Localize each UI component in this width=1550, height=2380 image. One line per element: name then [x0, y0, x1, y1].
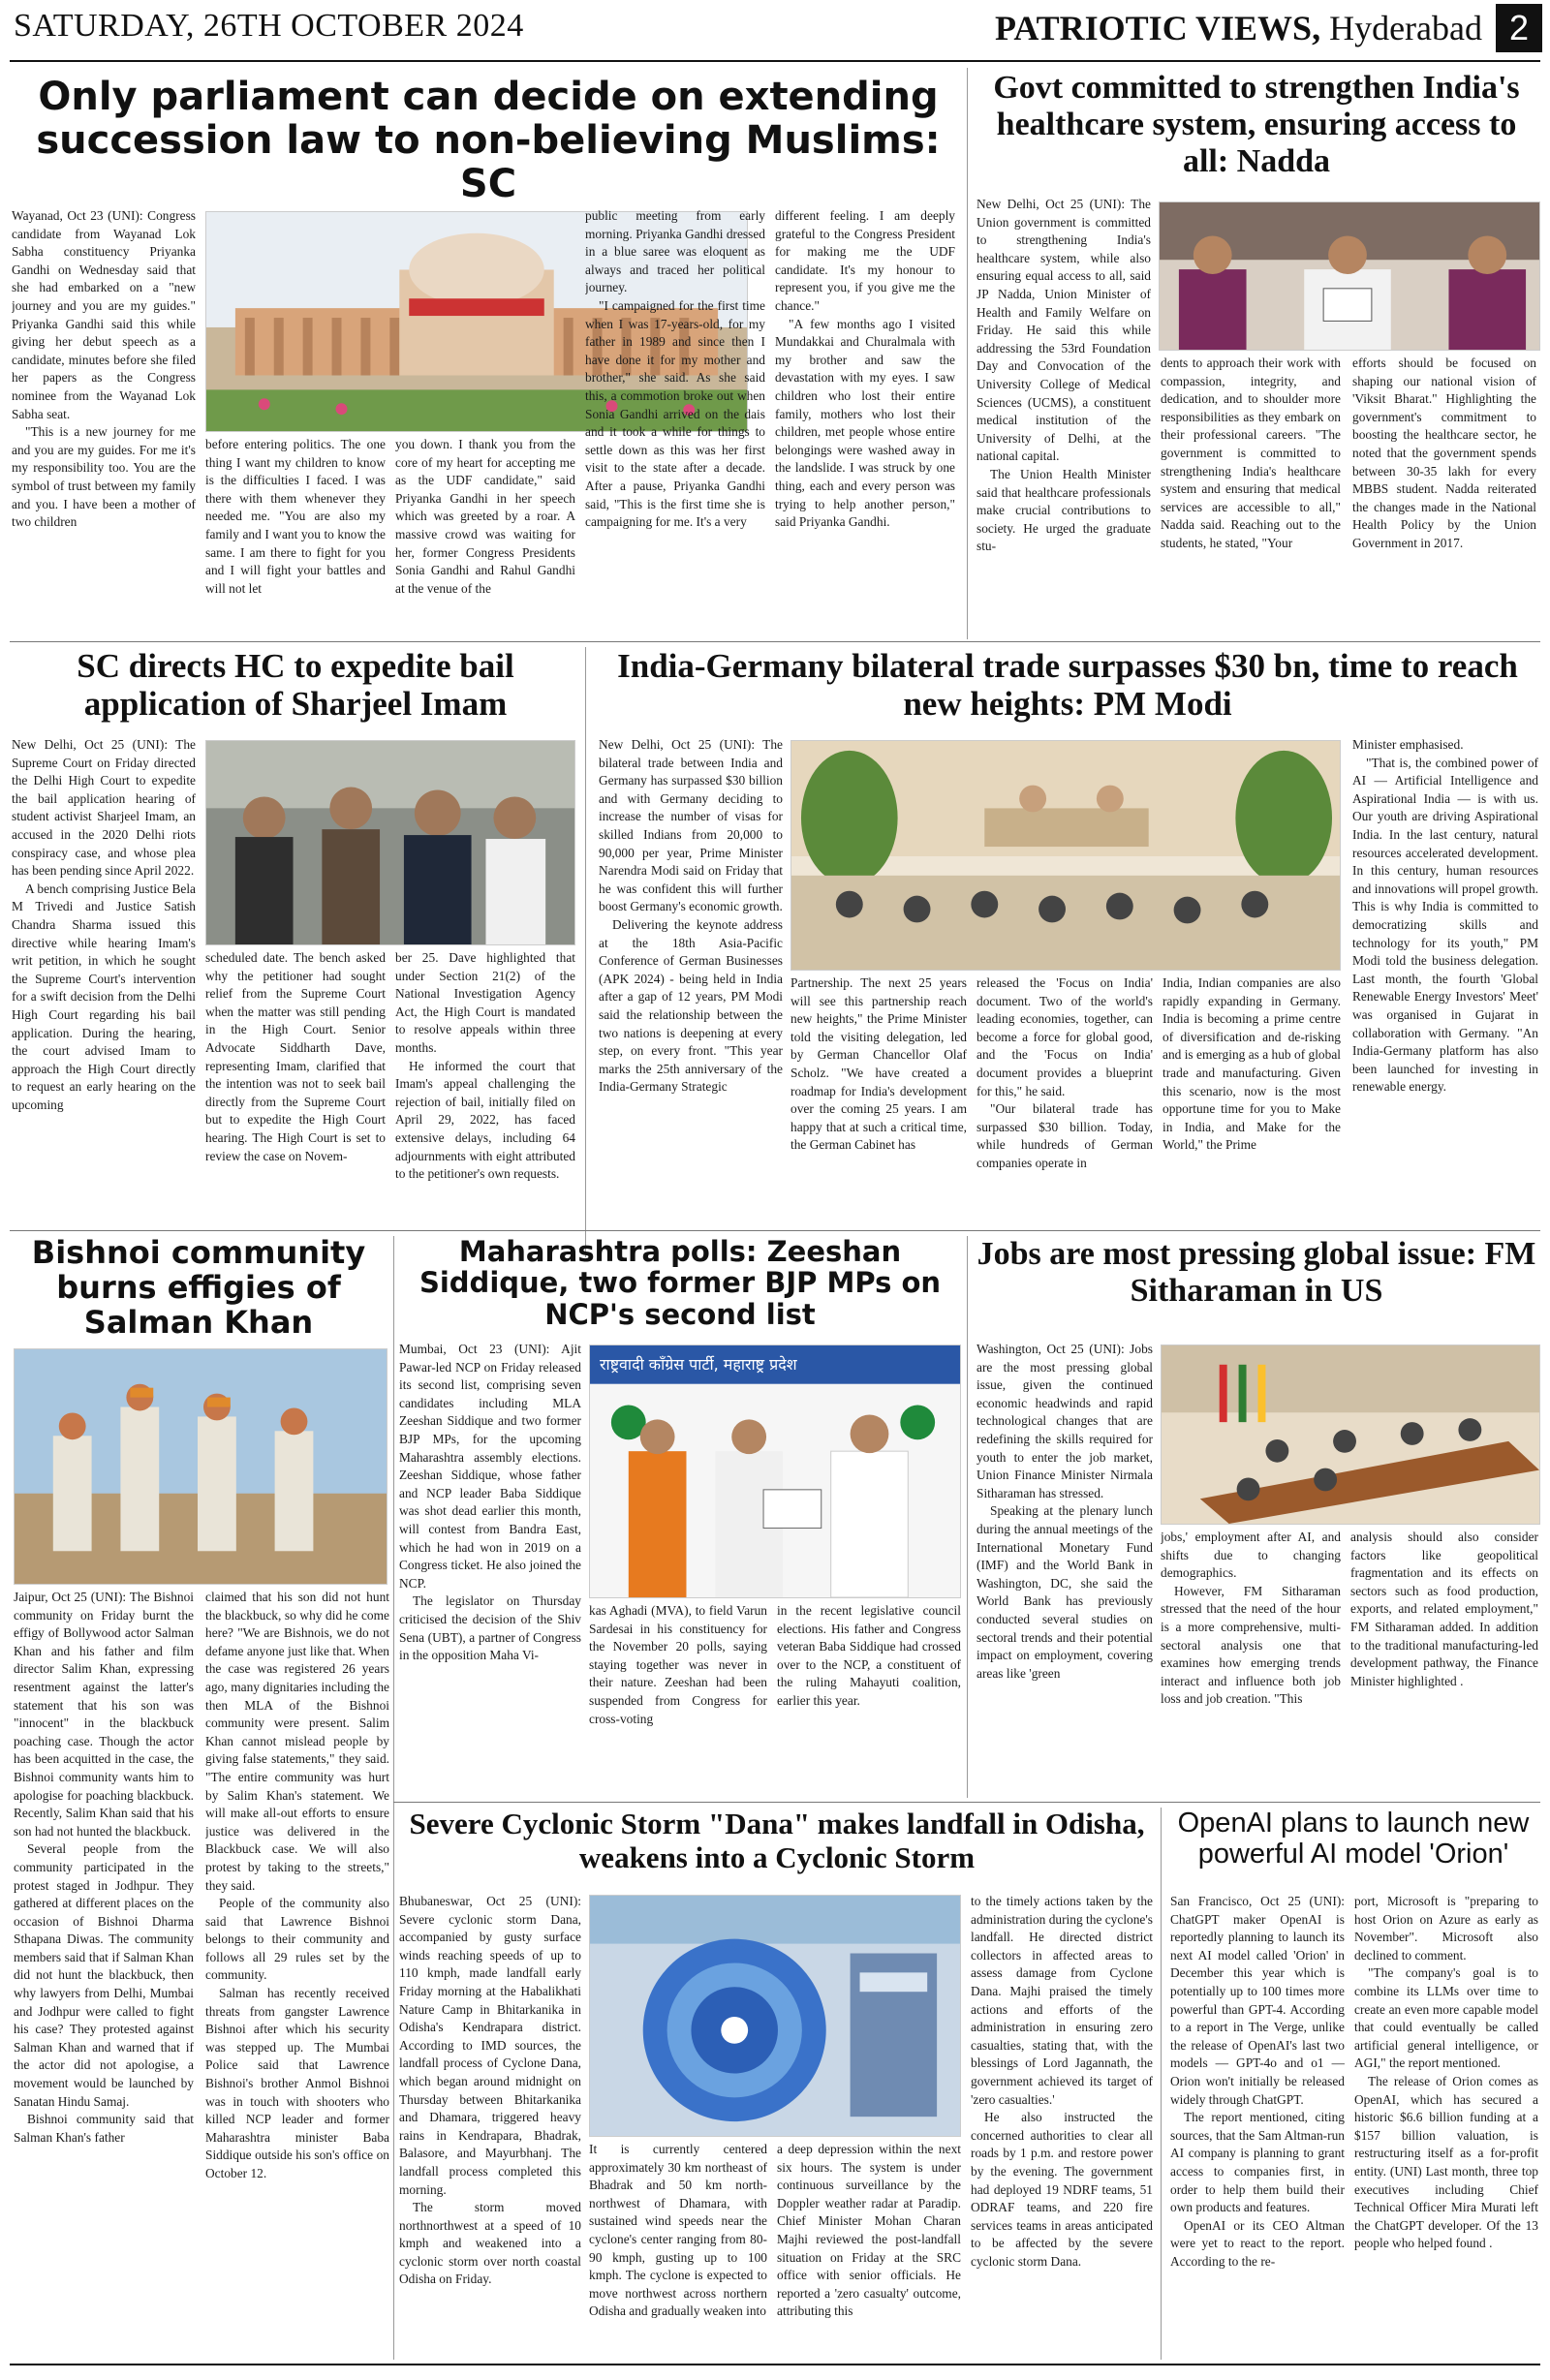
column-rule — [967, 68, 968, 639]
newspaper-title: PATRIOTIC VIEWS, Hyderabad — [995, 9, 1482, 47]
article-headline-healthcare: Govt committed to strengthen India's healthcare system, ensuring access to all: Nadda — [993, 70, 1520, 180]
column-rule — [967, 1236, 968, 1798]
article-column: Bhubaneswar, Oct 25 (UNI): Severe cyclonic storm Dana, accompanied by gusty surface winds reaching speeds of up to 110 kmph, made landfall early Friday morning at the Habalikhati Nature Camp in Bhitarkanika in Odisha's Kendrapara district. According to IMD sources, the landfall process of Cyclone Dana, which began around midnight on Thursday between Bhitarkanika and Dhamara, triggered heavy rains in Kendrapara, Bhadrak, Balasore, and Mayurbhanj. The landfall process completed this morning. The storm moved northnorthwest at a speed of 10 kmph and weakened into a cyclonic storm over north coastal Odisha on Friday. — [399, 1894, 581, 2287]
article-column: dents to approach their work with compassion, integrity, and dedication, and to shoulder more responsibilities as they embark on their professional careers. "The government is committed to strengthening India's healthcare system and ensuring that medical services are accessible to all," Nadda said. Reaching out to the students, he stated, "Your — [1161, 355, 1341, 550]
article-headline-sitharaman: Jobs are most pressing global issue: FM Sitharaman in US — [976, 1236, 1536, 1310]
article-column: It is currently centered approximately 30 km northeast of Bhadrak and 50 km north-northwest of Dhamara, with sustained wind speeds near the cyclone's center ranging from 80-90 kmph, gusting up to 100 kmph. The cyclone is expected to move northwest across northern Odisha and gradually weaken into — [589, 2142, 767, 2319]
article-column: San Francisco, Oct 25 (UNI): ChatGPT maker OpenAI is reportedly planning to launch its next AI model called 'Orion' in December this year which is potentially up to 100 times more powerful than GPT-4. According to a report in The Verge, unlike the release of OpenAI's last two models — GPT-4o and o1 — Orion won't initially be released widely through ChatGPT. The report mentioned, citing sources, that the Sam Altman-run AI company is planning to grant access to companies first, in order to help them build their own products and features. OpenAI or its CEO Altman were yet to react to the report. According to the re- — [1170, 1894, 1345, 2269]
sharjeel-imam-photo — [205, 740, 575, 945]
article-column: New Delhi, Oct 25 (UNI): The Union government is committed to strengthening India's healthcare system, while also ensuring equal access to all, said JP Nadda, Union Minister of Health and Family Welfare on Friday. He said this while addressing the 53rd Foundation Day and Convocation of the University College of Medical Sciences (UCMS), a constituent medical institution of the University of Delhi, at the national capital. The Union Health Minister said that healthcare professionals make crucial contributions to society. He urged the graduate stu- — [976, 197, 1151, 554]
article-column: you down. I thank you from the core of my heart for accepting me as the UDF candidate," said Priyanka Gandhi in her speech which was greeted by a roar. A massive crowd was waiting for her, former Congress Presidents Sonia Gandhi and Rahul Gandhi at the venue of the — [395, 437, 575, 596]
article-column: port, Microsoft is "preparing to host Orion on Azure as early as November". Microsoft also declined to comment. "The company's goal is to combine its LLMs over time to create an even more capable model that could eventually be called artificial general intelligence, or AGI," the report mentioned. The release of Orion comes as OpenAI, which has secured a historic $6.6 billion funding at a $157 billion valuation, is restructuring itself as a for-profit entity. (UNI) Last month, three top executives including Chief Technical Officer Mira Murati left the ChatGPT developer. Of the 13 people who helped found . — [1354, 1894, 1538, 2251]
issue-date: SATURDAY, 26TH OCTOBER 2024 — [14, 8, 524, 44]
ncp-banner-text: राष्ट्रवादी काँग्रेस पार्टी, महाराष्ट्र प्रदेश — [600, 1355, 797, 1374]
article-headline-cyclone-dana: Severe Cyclonic Storm "Dana" makes landfall in Odisha, weakens into a Cyclonic Storm — [409, 1807, 1145, 1874]
article-headline-maharashtra-polls: Maharashtra polls: Zeeshan Siddique, two former BJP MPs on NCP's second list — [418, 1235, 942, 1331]
article-headline-india-germany: India-Germany bilateral trade surpasses $30 bn, time to reach new heights: PM Modi — [617, 647, 1518, 724]
article-column: Washington, Oct 25 (UNI): Jobs are the most pressing global issue, given the continued economic headwinds and rapid technological changes that are redefining the skills required for youth to enter the job market, Union Finance Minister Nirmala Sitharaman has stressed. Speaking at the plenary lunch during the annual meetings of the International Monetary Fund (IMF) and the World Bank in Washington, DC, she said the World Bank has previously conducted several studies on sectoral trends and their potential impact on employment, covering areas like 'green — [976, 1342, 1153, 1681]
article-column: scheduled date. The bench asked why the petitioner had sought relief from the Supreme Court when the matter was still pending in the High Court. Senior Advocate Siddharth Dave, representing Imam, clarified that the intention was not to seek bail directly from the Supreme Court but to expedite the High Court hearing. The High Court is set to review the case on Novem- — [205, 950, 386, 1163]
page-number: 2 — [1496, 4, 1542, 52]
convocation-photo — [1159, 201, 1540, 351]
section-rule — [393, 1802, 1540, 1803]
article-column: released the 'Focus on India' document. Two of the world's leading economies, together, can become a force for global good, and the 'Focus on India' document provides a blueprint for this," he said. "Our bilateral trade has surpassed $30 billion. Today, while hundreds of German companies operate in — [976, 975, 1153, 1170]
article-column: India, Indian companies are also rapidly expanding in Germany. India is becoming a prime centre of diversification and de-risking and is emerging as a hub of global trade and manufacturing. Given this scenario, now is the most opportune time for you to Make in India, and Make for the World," the Prime — [1162, 975, 1341, 1153]
article-column: Wayanad, Oct 23 (UNI): Congress candidate from Wayanad Lok Sabha constituency Priyanka Gandhi on Wednesday said that she had embarked on a "new journey and you are my guides." Priyanka Gandhi said this while giving her debut speech as a candidate, minutes before she filed her papers as the Congress nominee from the Wayanad Lok Sabha seat. "This is a new journey for me and you are my guides. For me it's my responsibility too. You are the symbol of trust between my family and you. I have been a mother of two children — [12, 208, 196, 530]
article-column: Jaipur, Oct 25 (UNI): The Bishnoi community on Friday burnt the effigy of Bollywood actor Salman Khan and his father and film director Salim Khan, expressing resentment against the latter's statement that his son was "innocent" in the blackbuck poaching case. Though the actor has been acquitted in the case, the Bishnoi community wants him to apologise for poaching blackbuck. Recently, Salim Khan said that his son had not hunted the blackbuck. Several people from the community participated in the protest staged in Jodhpur. They gathered at different places on the occasion of Bishnoi Dharma Sthapana Diwas. The community members said that if Salman Khan did not hunt the blackbuck, then why lawyers from Delhi, Mumbai and Jodhpur were called to fight his case? They protested against Salman Khan and warned that if the actor did not apologise, a movement would be launched by Sanatan Hindu Samaj. Bishnoi community said that Salman Khan's father — [14, 1590, 194, 2145]
article-column: Partnership. The next 25 years will see this partnership reach new heights," the Prime Minister told the visiting delegation, led by German Chancellor Olaf Scholz. "We have created a roadmap for India's development over the coming 25 years. I am happy that at such a critical time, the German Cabinet has — [790, 975, 967, 1153]
article-column: claimed that his son did not hunt the blackbuck, so why did he come here? "We are Bishnois, we do not defame anyone just like that. When the case was registered 26 years ago, many dignitaries including the then MLA of the Bishnoi community were present. Salim Khan cannot mislead people by giving false statements," they said. "The entire community was hurt by Salim Khan's statement. We will make all-out efforts to ensure justice was delivered in the Blackbuck case. We will also protest by taking to the streets," they said. People of the community also said that Lawrence Bishnoi belongs to their community and follows all 29 rules set by the community. Salman has recently received threats from gangster Lawrence Bishnoi after which his security was stepped up. The Mumbai Police said that Lawrence Bishnoi's brother Anmol Bishnoi was in touch with shooters who killed NCP leader and former Maharashtra minister Baba Siddique outside his son's office on October 12. — [205, 1590, 389, 2180]
article-column: jobs,' employment after AI, and shifts due to changing demographics. However, FM Sitharaman stressed that the need of the hour is a more comprehensive, multi-sectoral analysis one that examines how emerging trends interact and influence both job loss and job creation. "This — [1161, 1530, 1341, 1707]
ncp-press-photo — [589, 1345, 961, 1598]
fm-meeting-photo — [1161, 1345, 1540, 1525]
article-column: New Delhi, Oct 25 (UNI): The Supreme Court on Friday directed the Delhi High Court to expedite the bail application hearing of student activist Sharjeel Imam, an accused in the 2020 Delhi riots conspiracy case, and whose plea has been pending since April 2022. A bench comprising Justice Bela M Trivedi and Justice Satish Chandra Sharma issued this directive while hearing Imam's writ petition, in which he sought the Supreme Court's intervention for a swift decision from the Delhi High Court regarding his bail application. During the hearing, the court advised Imam to approach the High Court directly to request an early hearing on the upcoming — [12, 737, 196, 1112]
article-column: New Delhi, Oct 25 (UNI): The bilateral trade between India and Germany has surpassed $30 billion and with Germany deciding to increase the number of visas for skilled Indians from 20,000 to 90,000 per year, Prime Minister Narendra Modi said on Friday that he was confident this will further boost Germany's economic growth. Delivering the keynote address at the 18th Asia-Pacific Conference of German Businesses (APK 2024) - being held in India after a gap of 12 years, PM Modi said the relationship between the two nations is deepening at every step, on every front. "This year marks the 25th anniversary of the India-Germany Strategic — [599, 737, 783, 1095]
article-column: different feeling. I am deeply grateful to the Congress President for making me the UDF candidate. It's my honour to represent you, if you give me the chance." "A few months ago I visited Mundakkai and Churalmala with my brother and saw the devastation with my eyes. I saw children who lost their entire family, mothers who lost their children, met people whose entire belongings were washed away in the landslide. I was struck by one thing, each and every person was trying to help another person," said Priyanka Gandhi. — [775, 208, 955, 530]
article-column: a deep depression within the next six hours. The system is under continuous surveillance by the Doppler weather radar at Paradip. Chief Minister Mohan Charan Majhi reviewed the post-landfall situation on Friday at the SRC office with senior officials. He reported a 'zero casualty' outcome, attributing this — [777, 2142, 961, 2319]
article-column: Mumbai, Oct 23 (UNI): Ajit Pawar-led NCP on Friday released its second list, comprising seven candidates including MLA Zeeshan Siddique and two former BJP MPs, for the upcoming Maharashtra assembly elections. Zeeshan Siddique, whose father and NCP leader Baba Siddique was shot dead earlier this month, will contest from Bandra East, which he had won in 2019 on a Congress ticket. He also joined the NCP. The legislator on Thursday criticised the decision of the Shiv Sena (UBT), a partner of Congress in the opposition Maha Vi- — [399, 1342, 581, 1663]
article-column: in the recent legislative council elections. His father and Congress veteran Baba Siddique had crossed over to the NCP, a constituent of the ruling Mahayuti coalition, earlier this year. — [777, 1603, 961, 1708]
article-column: before entering politics. The one thing I want my children to know is the difficulties I faced. I was there with them whenever they needed me. "You are also my family and I want you to know the same. I am there to fight for you and I will fight your battles and will not let — [205, 437, 386, 596]
masthead-rule — [10, 60, 1540, 62]
article-column: ber 25. Dave highlighted that under Section 21(2) of the National Investigation Agency Act, the High Court is mandated to resolve appeals within three months. He informed the court that Imam's appeal challenging the rejection of bail, initially filed on April 29, 2022, has faced extensive delays, including 64 adjournments with eight attributed to the petitioner's own requests. — [395, 950, 575, 1182]
article-column: analysis should also consider factors like geopolitical fragmentation and its effects on sectors such as food production, exports, and related employment," FM Sitharaman added. In addition to the traditional manufacturing-led development pathway, the Finance Minister highlighted . — [1350, 1530, 1538, 1688]
column-rule — [1161, 1808, 1162, 2360]
article-column: public meeting from early morning. Priyanka Gandhi dressed in a blue saree was eloquent as always and traced her political journey. "I campaigned for the first time when I was 17-years-old, for my father in 1989 and since then I have done it for my mother and brother," she said. As she said this, a commotion broke out when Sonia Gandhi arrived on the dais and it took a while for things to settle down as this was her first visit to the state after a decade. After a pause, Priyanka Gandhi said, "This is the first time she is campaigning for me. It's a very — [585, 208, 765, 530]
article-headline-openai-orion: OpenAI plans to launch new powerful AI model 'Orion' — [1177, 1808, 1530, 1870]
article-column: kas Aghadi (MVA), to field Varun Sardesai in his constituency for the November 20 polls, saying staying together was never in their nature. Zeeshan had been suspended from Congress for cross-voting — [589, 1603, 767, 1726]
edition-city: Hyderabad — [1329, 9, 1482, 47]
section-rule — [10, 1230, 1540, 1231]
article-headline-bishnoi: Bishnoi community burns effigies of Salman Khan — [31, 1234, 366, 1341]
section-rule — [10, 641, 1540, 642]
bishnoi-protest-photo — [14, 1348, 388, 1585]
column-rule — [585, 647, 586, 1257]
cyclone-satellite-photo — [589, 1895, 961, 2137]
article-column: efforts should be focused on shaping our national vision of 'Viksit Bharat." Highlighting the government's commitment to boosting the healthcare sector, he noted that the government spends between 30-35 lakh for every MBBS student. Nadda reiterated the changes made in the National Health Policy by the Union Government in 2017. — [1352, 355, 1536, 550]
article-headline-sharjeel-imam: SC directs HC to expedite bail application of Sharjeel Imam — [77, 647, 514, 724]
article-column: to the timely actions taken by the administration during the cyclone's landfall. He directed district collectors in affected areas to assess damage from Cyclone Dana. Majhi praised the timely actions and efforts of the administration in ensuring zero casualties, stating that, with the blessings of Lord Jagannath, the government achieved its target of 'zero casualties.' He also instructed the concerned authorities to clear all roads by 1 p.m. and restore power by the evening. The government had deployed 19 NDRF teams, 51 ODRAF teams, and 220 fire services teams in areas anticipated to be affected by the severe cyclonic storm Dana. — [971, 1894, 1153, 2269]
india-germany-meeting-photo — [790, 740, 1341, 971]
page-bottom-rule — [10, 2364, 1540, 2365]
column-rule — [393, 1236, 394, 2360]
article-headline-succession-law: Only parliament can decide on extending succession law to non-believing Muslims: SC — [36, 75, 941, 206]
article-column: Minister emphasised. "That is, the combined power of AI — Artificial Intelligence and Aspirational India — is with us. Our youth are driving Aspirational India. In the last century, natural resources accelerated development. In this century, human resources and innovations will propel growth. This is why India is committed to democratizing skills and technology for its youth," PM Modi told the business delegation. Last month, the fourth 'Global Renewable Energy Investors' Meet' was organised in Gujarat in collaboration with Germany. "An India-Germany platform has also been launched for investing in renewable energy. — [1352, 737, 1538, 1095]
